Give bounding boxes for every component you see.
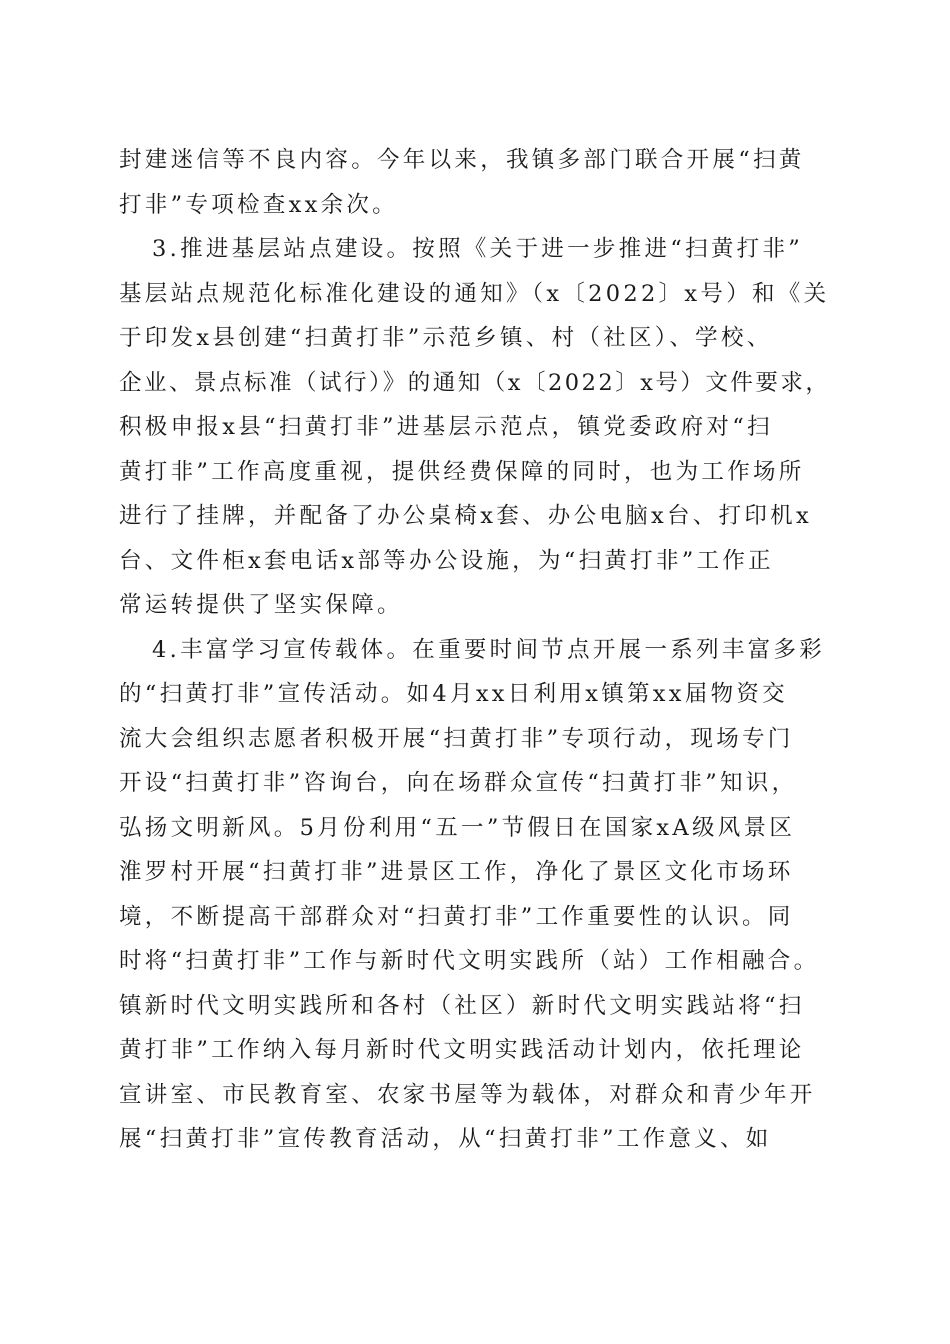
text-line: 封建迷信等不良内容。今年以来，我镇多部门联合开展“扫黄 [119, 147, 805, 173]
text-line: 宣讲室、市民教育室、农家书屋等为载体，对群众和青少年开 [119, 1081, 816, 1108]
text-line: 于印发x县创建“扫黄打非”示范乡镇、村（社区）、学校、 [119, 325, 773, 351]
text-line: 流大会组织志愿者积极开展“扫黄打非”专项行动，现场专门 [119, 725, 794, 752]
text-line: 淮罗村开展“扫黄打非”进景区工作，净化了景区文化市场环 [119, 859, 794, 885]
section-heading-line: 3.推进基层站点建设。按照《关于进一步推进“扫黄打非” [152, 236, 804, 262]
text-line: 打非”专项检查xx余次。 [119, 191, 398, 218]
text-line: 弘扬文明新风。5月份利用“五一”节假日在国家xA级风景区 [119, 814, 796, 841]
text-line: 进行了挂牌，并配备了办公桌椅x套、办公电脑x台、打印机x [119, 503, 812, 529]
text-line: 台、文件柜x套电话x部等办公设施，为“扫黄打非”工作正 [119, 547, 774, 574]
text-line: 的“扫黄打非”宣传活动。如4月xx日利用x镇第xx届物资交 [119, 681, 788, 707]
text-line: 开设“扫黄打非”咨询台，向在场群众宣传“扫黄打非”知识， [119, 770, 798, 796]
section-heading-line: 4.丰富学习宣传载体。在重要时间节点开展一系列丰富多彩 [152, 636, 826, 663]
text-line: 镇新时代文明实践所和各村（社区）新时代文明实践站将“扫 [119, 992, 805, 1019]
text-line: 黄打非”工作高度重视，提供经费保障的同时，也为工作场所 [119, 458, 805, 485]
text-line: 境，不断提高干部群众对“扫黄打非”工作重要性的认识。同 [119, 903, 794, 930]
text-line: 黄打非”工作纳入每月新时代文明实践活动计划内，依托理论 [119, 1037, 805, 1063]
text-line: 展“扫黄打非”宣传教育活动，从“扫黄打非”工作意义、如 [119, 1126, 772, 1152]
text-line: 常运转提供了坚实保障。 [119, 592, 403, 618]
text-line: 时将“扫黄打非”工作与新时代文明实践所（站）工作相融合。 [119, 948, 820, 974]
text-line: 基层站点规范化标准化建设的通知》（x〔2022〕x号）和《关 [119, 280, 830, 307]
text-line: 积极申报x县“扫黄打非”进基层示范点，镇党委政府对“扫 [119, 414, 773, 440]
document-body [119, 138, 831, 1162]
text-line: 企业、景点标准（试行）》的通知（x〔2022〕x号）文件要求， [119, 369, 831, 396]
